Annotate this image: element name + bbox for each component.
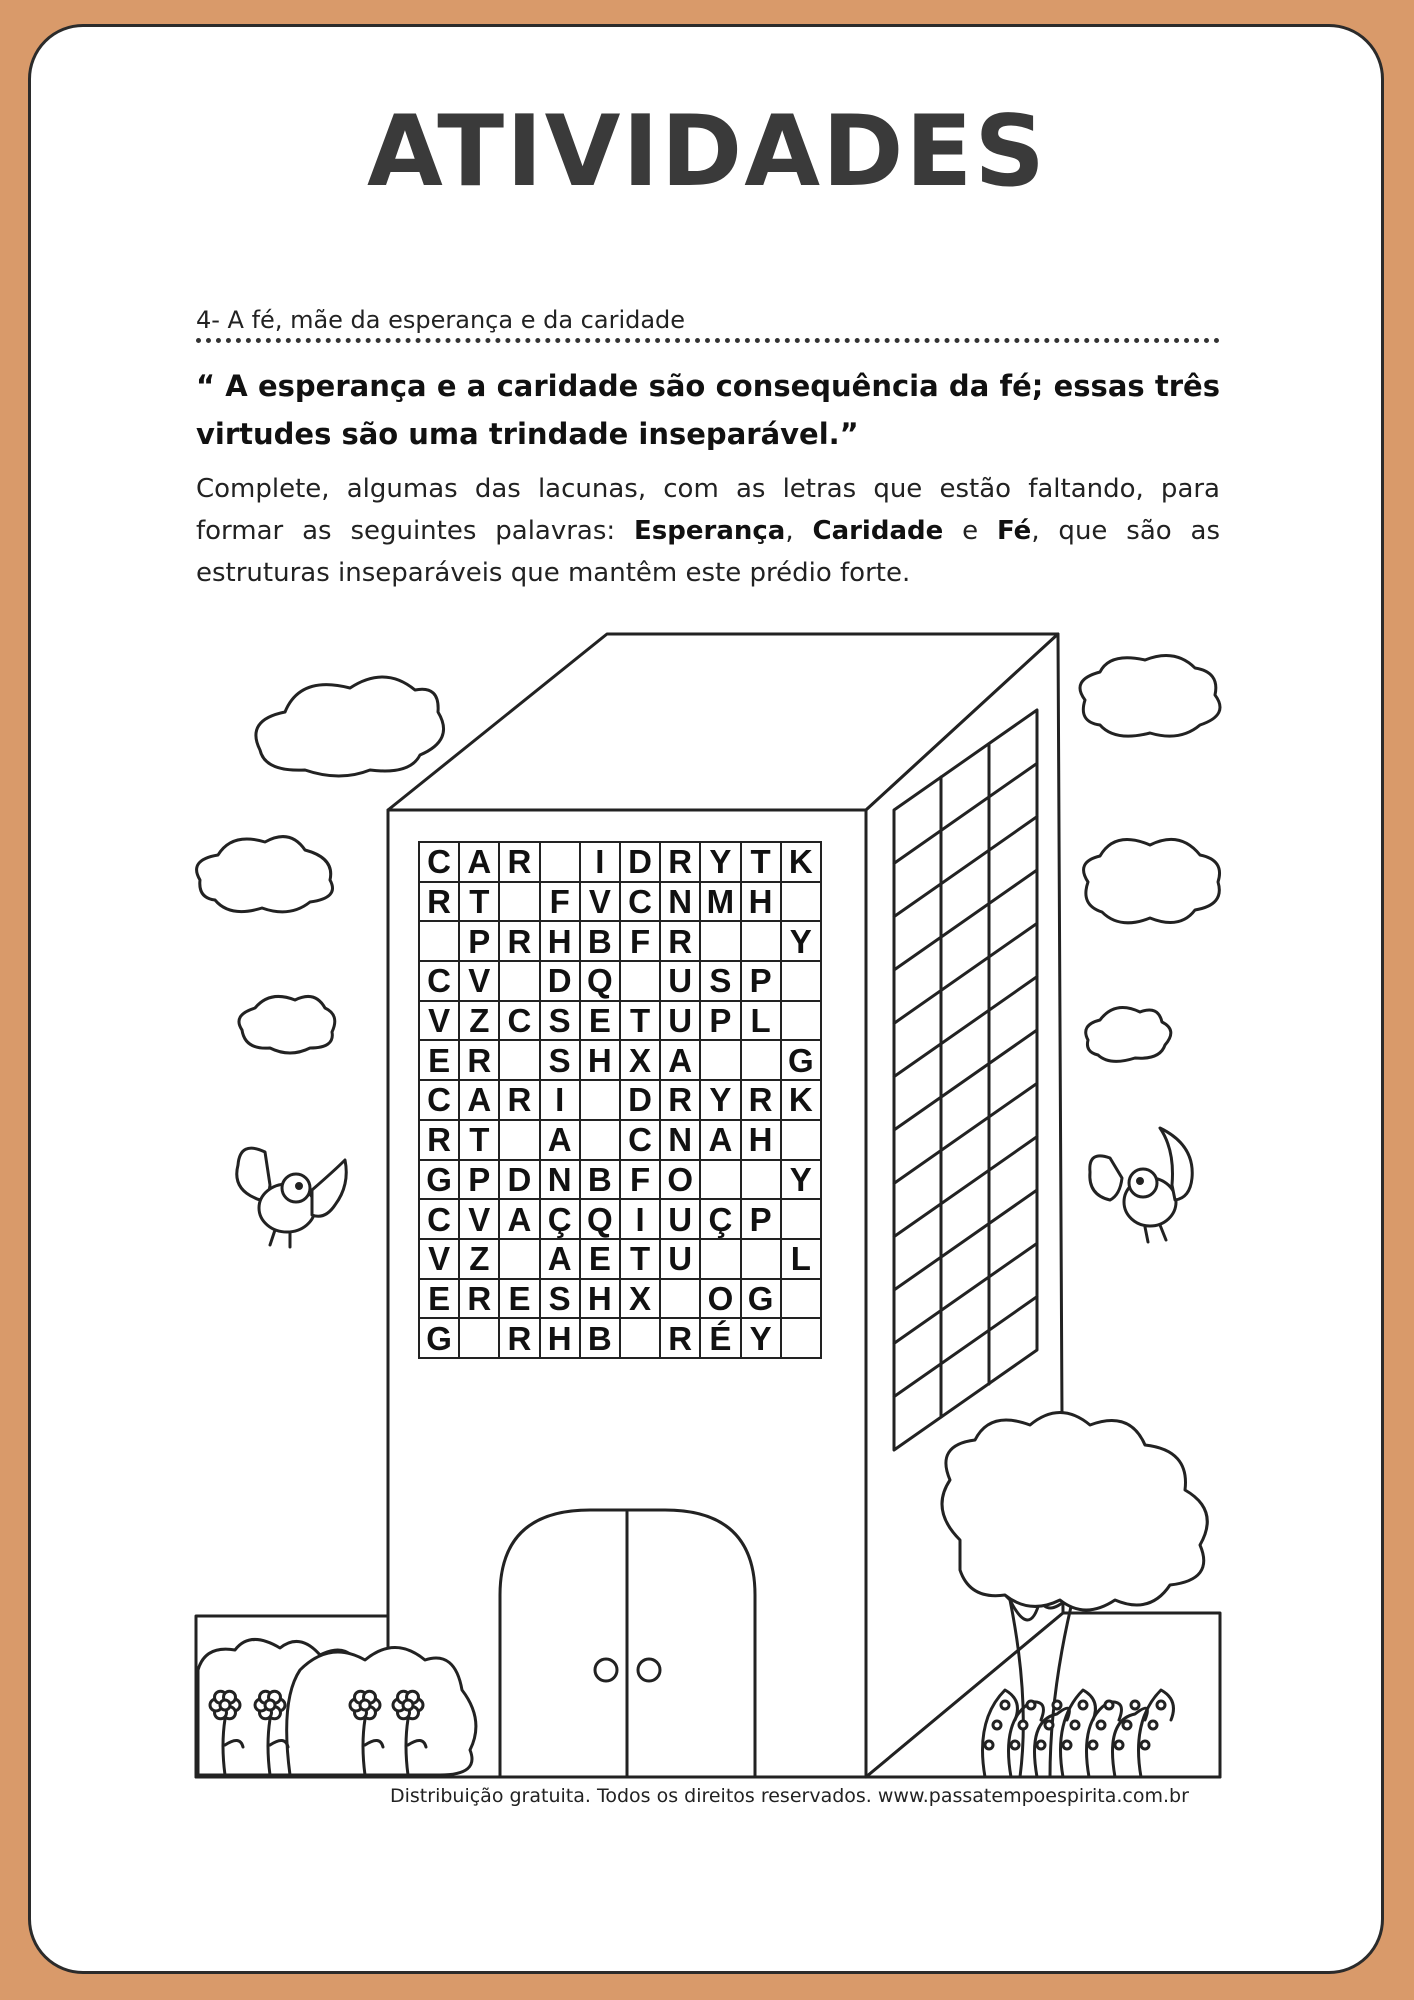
grid-row <box>419 1040 821 1080</box>
grid-cell: T <box>459 882 499 922</box>
word-esperanca: Esperança <box>634 516 786 546</box>
grid-cell: R <box>660 921 700 961</box>
grid-cell-blank[interactable] <box>781 1120 821 1160</box>
grid-cell: U <box>660 1199 700 1239</box>
grid-cell: G <box>781 1040 821 1080</box>
grid-cell: Q <box>580 1199 620 1239</box>
grid-row <box>419 921 821 961</box>
grid-cell: T <box>741 842 781 882</box>
grid-row <box>419 1318 821 1358</box>
grid-cell: E <box>419 1279 459 1319</box>
grid-cell: T <box>620 1001 660 1041</box>
grid-cell: P <box>700 1001 740 1041</box>
grid-cell: H <box>741 882 781 922</box>
grid-cell: D <box>620 1080 660 1120</box>
grid-cell: P <box>741 1199 781 1239</box>
grid-cell: R <box>660 1318 700 1358</box>
grid-cell-blank[interactable] <box>741 921 781 961</box>
word-fe: Fé <box>996 516 1032 546</box>
grid-cell: C <box>419 842 459 882</box>
grid-cell: A <box>700 1120 740 1160</box>
grid-cell: C <box>620 1120 660 1160</box>
page-title: ATIVIDADES <box>367 95 1047 209</box>
grid-cell: A <box>660 1040 700 1080</box>
grid-cell: F <box>620 921 660 961</box>
instruction-sep1: , <box>785 516 813 546</box>
grid-cell: R <box>660 1080 700 1120</box>
grid-cell: V <box>419 1001 459 1041</box>
grid-cell-blank[interactable] <box>781 1199 821 1239</box>
grid-cell: A <box>540 1120 580 1160</box>
grid-row <box>419 1279 821 1319</box>
grid-cell: F <box>540 882 580 922</box>
bushes-left <box>198 1639 476 1775</box>
grid-cell: P <box>459 1160 499 1200</box>
grid-cell: D <box>499 1160 539 1200</box>
grid-cell: Y <box>781 921 821 961</box>
grid-cell: V <box>459 961 499 1001</box>
grid-cell: Y <box>700 1080 740 1120</box>
grid-cell: N <box>660 882 700 922</box>
grid-cell-blank[interactable] <box>741 1160 781 1200</box>
grid-cell: C <box>419 961 459 1001</box>
grid-cell: L <box>781 1239 821 1279</box>
grid-cell: H <box>540 921 580 961</box>
grid-row <box>419 842 821 882</box>
grid-cell: K <box>781 842 821 882</box>
grid-cell: U <box>660 961 700 1001</box>
grid-cell: O <box>700 1279 740 1319</box>
grid-cell: E <box>580 1239 620 1279</box>
grid-row <box>419 1239 821 1279</box>
grid-row <box>419 1080 821 1120</box>
grid-cell: P <box>459 921 499 961</box>
instruction-sep2: e <box>943 516 997 546</box>
grid-cell: L <box>741 1001 781 1041</box>
grid-cell: U <box>660 1001 700 1041</box>
grid-cell: T <box>459 1120 499 1160</box>
grid-cell: C <box>499 1001 539 1041</box>
grid-cell: Y <box>700 842 740 882</box>
instruction-part1: Complete, algumas das lacunas, com as letras que estão faltando, para formar as seguintes palavras: <box>196 474 1220 546</box>
activity-subtitle: 4- A fé, mãe da esperança e da caridade <box>196 306 686 334</box>
grid-cell: R <box>419 1120 459 1160</box>
grid-cell: A <box>540 1239 580 1279</box>
grid-cell-blank[interactable] <box>620 961 660 1001</box>
grid-cell-blank[interactable] <box>499 882 539 922</box>
grid-cell: H <box>580 1040 620 1080</box>
grid-cell-blank[interactable] <box>499 1040 539 1080</box>
grid-cell: S <box>540 1040 580 1080</box>
grid-cell-blank[interactable] <box>741 1040 781 1080</box>
grid-cell: C <box>419 1199 459 1239</box>
grid-cell: M <box>700 882 740 922</box>
grid-cell: A <box>499 1199 539 1239</box>
grid-row <box>419 882 821 922</box>
grid-cell: R <box>660 842 700 882</box>
grid-cell-blank[interactable] <box>419 921 459 961</box>
grid-cell: H <box>580 1279 620 1319</box>
grid-cell-blank[interactable] <box>741 1239 781 1279</box>
grid-cell: A <box>459 842 499 882</box>
grid-cell: I <box>540 1080 580 1120</box>
grid-cell-blank[interactable] <box>781 961 821 1001</box>
instruction-part2: , que são as estruturas inseparáveis que mantêm este prédio forte. <box>196 516 1220 588</box>
grid-cell: R <box>499 842 539 882</box>
word-caridade: Caridade <box>812 516 944 546</box>
grid-row <box>419 1120 821 1160</box>
grid-cell: R <box>741 1080 781 1120</box>
grid-cell-blank[interactable] <box>499 961 539 1001</box>
bird-right <box>1090 1128 1192 1242</box>
grid-cell: S <box>540 1279 580 1319</box>
footer-credit: Distribuição gratuita. Todos os direitos reservados. www.passatempoespirita.com.br <box>390 1785 1189 1807</box>
grid-cell: É <box>700 1318 740 1358</box>
grid-cell: V <box>419 1239 459 1279</box>
grid-cell: B <box>580 1318 620 1358</box>
grid-cell: R <box>459 1279 499 1319</box>
grid-cell: X <box>620 1040 660 1080</box>
grid-cell-blank[interactable] <box>700 1040 740 1080</box>
grid-cell-blank[interactable] <box>540 842 580 882</box>
grid-cell: B <box>580 921 620 961</box>
grid-row <box>419 1160 821 1200</box>
grid-cell: F <box>620 1160 660 1200</box>
grid-cell: N <box>540 1160 580 1200</box>
grid-cell: Y <box>781 1160 821 1200</box>
grid-cell: I <box>620 1199 660 1239</box>
grid-cell: T <box>620 1239 660 1279</box>
grid-cell-blank[interactable] <box>499 1120 539 1160</box>
grid-cell: C <box>419 1080 459 1120</box>
grid-row <box>419 961 821 1001</box>
side-windows <box>894 710 1037 1450</box>
grid-cell: V <box>459 1199 499 1239</box>
grid-cell: R <box>499 1080 539 1120</box>
grid-cell: I <box>580 842 620 882</box>
grid-cell: U <box>660 1239 700 1279</box>
bird-left <box>237 1148 346 1247</box>
grid-cell: E <box>419 1040 459 1080</box>
grid-cell: Z <box>459 1239 499 1279</box>
grid-cell-blank[interactable] <box>459 1318 499 1358</box>
word-grid <box>418 841 822 1359</box>
grid-cell: G <box>419 1160 459 1200</box>
grid-cell: H <box>741 1120 781 1160</box>
grid-cell-blank[interactable] <box>781 1279 821 1319</box>
grid-cell: Q <box>580 961 620 1001</box>
grid-cell: N <box>660 1120 700 1160</box>
grid-cell: R <box>499 1318 539 1358</box>
grid-cell-blank[interactable] <box>580 1080 620 1120</box>
grid-cell: R <box>419 882 459 922</box>
building-door <box>500 1510 755 1777</box>
grid-cell: Z <box>459 1001 499 1041</box>
grid-cell: O <box>660 1160 700 1200</box>
grid-cell: X <box>620 1279 660 1319</box>
grid-cell: G <box>419 1318 459 1358</box>
grid-cell-blank[interactable] <box>660 1279 700 1319</box>
grid-cell: D <box>620 842 660 882</box>
grid-cell: V <box>580 882 620 922</box>
grid-cell: A <box>459 1080 499 1120</box>
grid-cell: Ç <box>700 1199 740 1239</box>
grid-cell: D <box>540 961 580 1001</box>
grid-cell: H <box>540 1318 580 1358</box>
grid-cell: R <box>499 921 539 961</box>
quote-text: “ A esperança e a caridade são consequência da fé; essas três virtudes são uma trindade inseparável.” <box>196 369 1220 451</box>
grid-cell-blank[interactable] <box>580 1120 620 1160</box>
grid-cell: S <box>540 1001 580 1041</box>
grid-cell: C <box>620 882 660 922</box>
grid-cell-blank[interactable] <box>620 1318 660 1358</box>
grid-cell-blank[interactable] <box>700 1160 740 1200</box>
grid-cell-blank[interactable] <box>781 882 821 922</box>
grid-cell: P <box>741 961 781 1001</box>
grid-cell-blank[interactable] <box>781 1318 821 1358</box>
grid-cell: S <box>700 961 740 1001</box>
grid-row <box>419 1001 821 1041</box>
grid-cell: E <box>580 1001 620 1041</box>
grid-cell: E <box>499 1279 539 1319</box>
grid-cell-blank[interactable] <box>781 1001 821 1041</box>
grid-cell-blank[interactable] <box>700 1239 740 1279</box>
grid-cell: K <box>781 1080 821 1120</box>
grid-cell-blank[interactable] <box>700 921 740 961</box>
grid-cell: R <box>459 1040 499 1080</box>
grid-cell: G <box>741 1279 781 1319</box>
grid-row <box>419 1199 821 1239</box>
grid-cell-blank[interactable] <box>499 1239 539 1279</box>
grid-cell: Y <box>741 1318 781 1358</box>
grid-cell: B <box>580 1160 620 1200</box>
grid-cell: Ç <box>540 1199 580 1239</box>
